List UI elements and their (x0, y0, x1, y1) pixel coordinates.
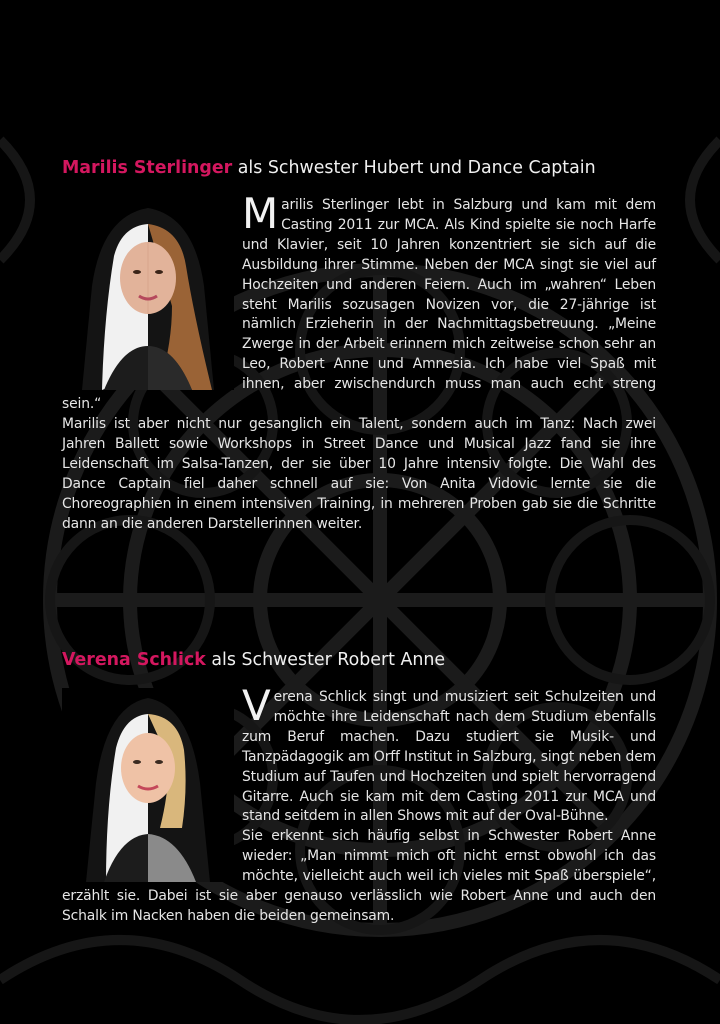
section-heading (62, 646, 656, 674)
cast-section-marilis (62, 154, 656, 534)
bio-paragraph-1: arilis Sterlinger lebt in Salzburg und kam mit dem Casting 2011 zur MCA. Als Kind spielte sie noch Harfe und Klavier, seit 10 Jahren konzentriert sie sich auf die Ausbildung ihrer Stimme. Neben der MCA singt sie viel auf Hochzeiten und anderen Feiern. Auch im „wahren“ Leben steht Marilis sozusagen Novizen vor, die 27-jährige ist nämlich Erzieherin in der Nachmittagsbetreuung. „Meine Zwerge in der Arbeit erinnern mich zeitweise schon sehr an Leo, Robert Anne und Amnesia. Ich habe viel Spaß mit ihnen, aber zwischendurch muss man auch echt streng sein.“ (62, 197, 656, 413)
section-heading (62, 154, 656, 182)
performer-role: als Schwester Hubert und Dance Captain (232, 158, 596, 178)
cast-section-verena (62, 646, 656, 927)
performer-name: Verena Schlick (62, 650, 206, 670)
nun-portrait-image (62, 688, 234, 882)
portrait-photo (62, 196, 234, 390)
bio-paragraph-1: erena Schlick singt und musiziert seit Schulzeiten und möchte ihre Leidenschaft nach dem Studium ebenfalls zum Beruf machen. Dazu studiert sie Musik- und Tanzpädagogik am Orff Institut in Salzburg, singt neben dem Studium auf Taufen und Hochzeiten und spielt hervorragend Gitarre. Auch sie kam mit dem Casting 2011 zur MCA und stand seitdem in allen Shows mit auf der Oval-Bühne. (242, 689, 656, 825)
drop-cap: V (242, 681, 271, 730)
performer-role: als Schwester Robert Anne (205, 650, 446, 670)
bio-paragraph-2: Sie erkennt sich häufig selbst in Schwester Robert Anne wieder: „Man nimmt mich oft nicht ernst obwohl ich das möchte, vielleicht auch weil ich vieles mit Spaß überspiele“, erzählt sie. Dabei ist sie aber genauso verlässlich wie Robert Anne und auch den Schalk im Nacken haben die beiden gemeinsam. (62, 828, 656, 924)
portrait-photo (62, 688, 234, 882)
performer-name: Marilis Sterlinger (62, 158, 233, 178)
nun-portrait-image (62, 196, 234, 390)
bio-paragraph-2: Marilis ist aber nicht nur gesanglich ein Talent, sondern auch im Tanz: Nach zwei Jahren Ballett sowie Workshops in Street Dance und Musical Jazz fand sie ihre Leidenschaft im Salsa-Tanzen, der sie über 10 Jahre intensiv folgte. Die Wahl des Dance Captain fiel daher schnell auf sie: Von Anita Vidovic lernte sie die Choreographien in einem intensiven Training, in mehreren Proben gab sie die Schritte dann an die anderen Darstellerinnen weiter. (62, 415, 656, 532)
drop-cap: M (242, 189, 279, 238)
